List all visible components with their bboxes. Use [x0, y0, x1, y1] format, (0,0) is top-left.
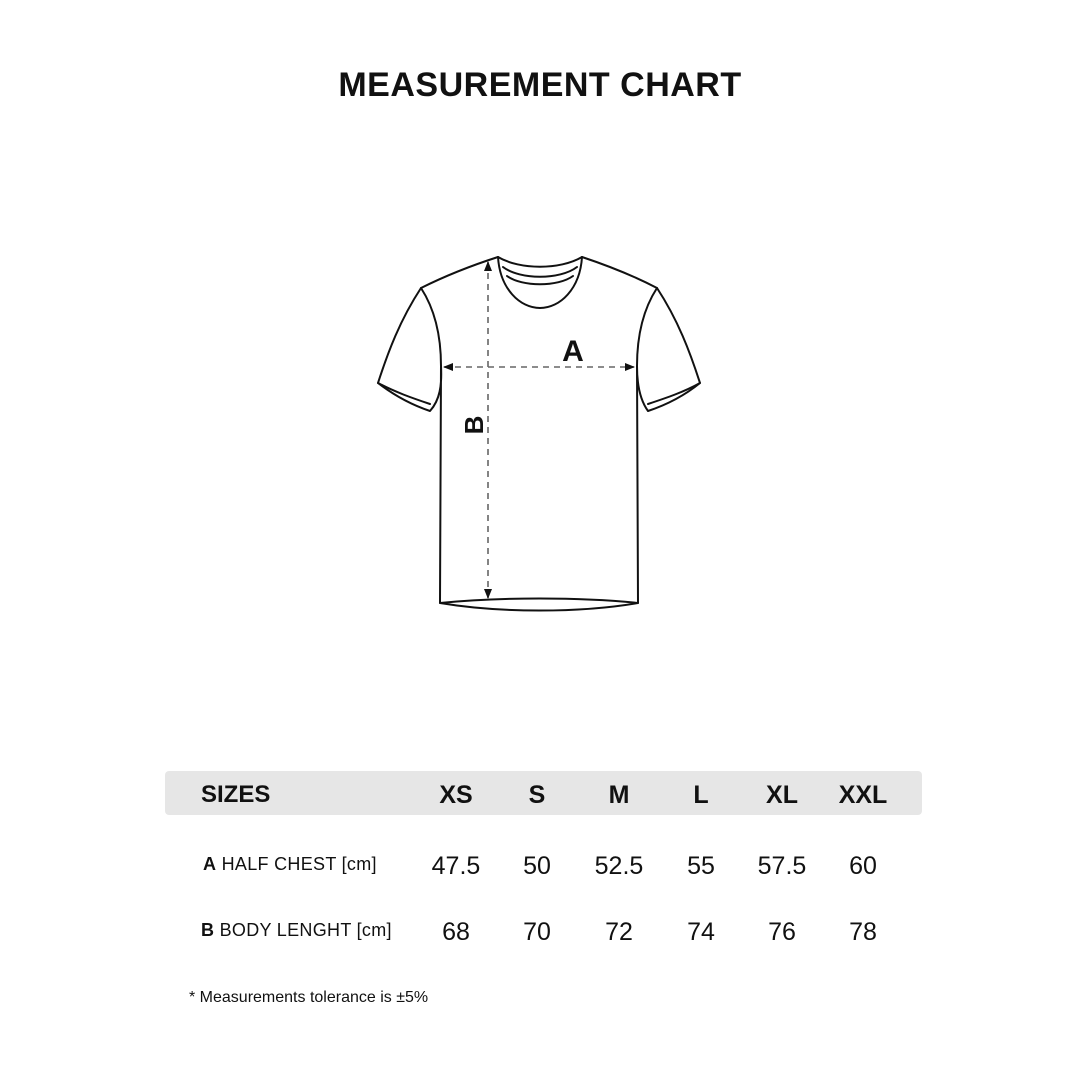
size-xxl: XXL: [838, 781, 888, 809]
table-cell: 74: [687, 918, 715, 946]
table-cell: 50: [523, 852, 551, 880]
row-label-body-length: [201, 920, 392, 941]
size-xl: XL: [766, 781, 798, 809]
row-label-text: BODY LENGHT [cm]: [219, 920, 392, 940]
row-label-half-chest: [203, 854, 377, 875]
tolerance-note: * Measurements tolerance is ±5%: [189, 989, 429, 1006]
table-cell: 70: [523, 918, 551, 946]
label-b: B: [459, 415, 489, 435]
sizes-header: SIZES: [201, 781, 271, 808]
table-cell: 76: [768, 918, 796, 946]
table-cell: 68: [442, 918, 470, 946]
size-xs: XS: [439, 781, 473, 809]
table-cell: 57.5: [757, 852, 807, 880]
table-cell: 47.5: [431, 852, 481, 880]
table-cell: 72: [605, 918, 633, 946]
row-letter: B: [201, 920, 215, 940]
table-cell: 60: [849, 852, 877, 880]
label-a: A: [562, 335, 584, 368]
row-letter: A: [203, 854, 217, 874]
size-s: S: [528, 781, 546, 809]
row-label-text: HALF CHEST [cm]: [221, 854, 377, 874]
tshirt-outline: [378, 257, 700, 611]
size-m: M: [608, 781, 630, 809]
page-title: MEASUREMENT CHART: [338, 66, 742, 104]
size-l: L: [693, 781, 709, 809]
table-cell: 78: [849, 918, 877, 946]
table-cell: 52.5: [594, 852, 644, 880]
table-cell: 55: [687, 852, 715, 880]
